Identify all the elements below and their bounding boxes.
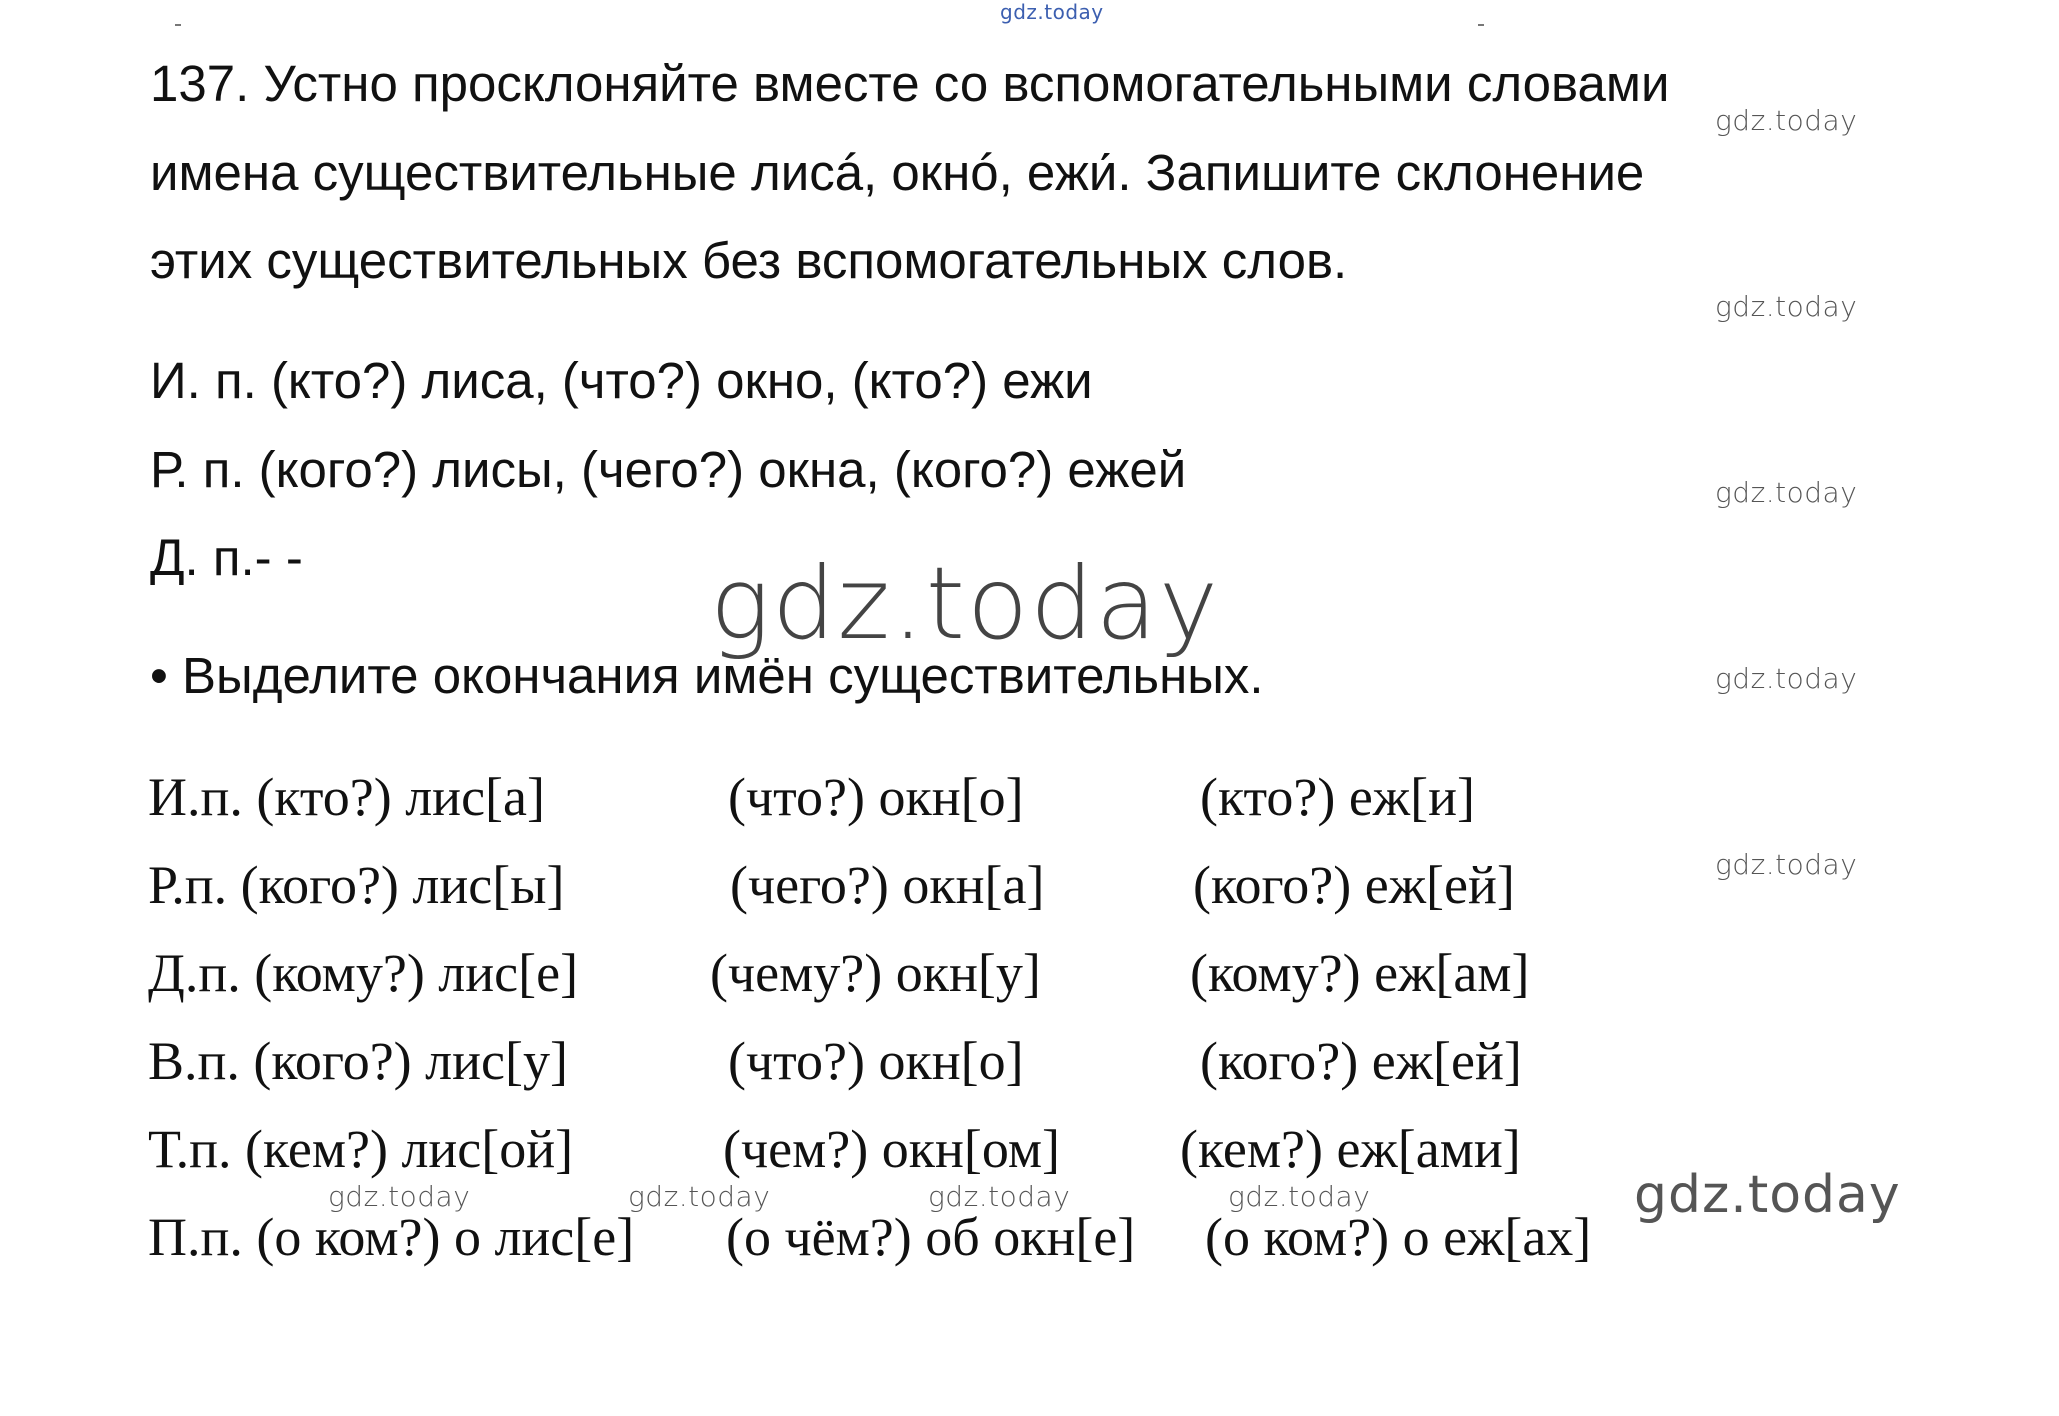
declension-cell: Р.п. (кого?) лис[ы] bbox=[148, 855, 565, 915]
declension-cell: (кем?) еж[ами] bbox=[1180, 1119, 1521, 1179]
declension-cell: (чему?) окн[у] bbox=[710, 943, 1041, 1003]
declension-cell: (о ком?) о еж[ах] bbox=[1205, 1207, 1592, 1267]
answer-line-2: Р. п. (кого?) лисы, (чего?) окна, (кого?) ежей bbox=[150, 441, 1187, 498]
task-line-1: 137. Устно просклоняйте вместе со вспомогательными словами bbox=[150, 55, 1670, 112]
watermark-bottom-3: gdz.today bbox=[928, 1180, 1071, 1213]
declension-cell: П.п. (о ком?) о лис[е] bbox=[148, 1207, 635, 1267]
declension-cell: Т.п. (кем?) лис[ой] bbox=[148, 1119, 574, 1179]
watermark-center-large: gdz.today bbox=[710, 545, 1221, 662]
watermark-bottom-1: gdz.today bbox=[328, 1180, 471, 1213]
declension-cell: (чего?) окн[а] bbox=[730, 855, 1045, 915]
declension-cell: (кого?) еж[ей] bbox=[1193, 855, 1515, 915]
declension-cell: Д.п. (кому?) лис[е] bbox=[148, 943, 579, 1003]
watermark-bottom-4: gdz.today bbox=[1228, 1180, 1371, 1213]
task-line-3: этих существительных без вспомогательных слов. bbox=[150, 232, 1348, 289]
declension-cell: (кого?) еж[ей] bbox=[1200, 1031, 1522, 1091]
declension-cell: (кто?) еж[и] bbox=[1200, 767, 1475, 827]
watermark-top: gdz.today bbox=[1000, 0, 1104, 24]
declension-cell: (о чём?) об окн[е] bbox=[726, 1207, 1136, 1267]
task-line-2: имена существительные лисá, окнó, ежи́. Запишите склонение bbox=[150, 144, 1645, 201]
watermark-bottom-2: gdz.today bbox=[628, 1180, 771, 1213]
watermark-right-4: gdz.today bbox=[1715, 662, 1858, 695]
declension-cell: (что?) окн[о] bbox=[728, 1031, 1024, 1091]
declension-cell: И.п. (кто?) лис[а] bbox=[148, 767, 545, 827]
declension-cell: (кому?) еж[ам] bbox=[1190, 943, 1530, 1003]
declension-cell: (чем?) окн[ом] bbox=[723, 1119, 1060, 1179]
watermark-right-2: gdz.today bbox=[1715, 290, 1858, 323]
page-mark-left bbox=[175, 24, 181, 26]
answer-line-1: И. п. (кто?) лиса, (что?) окно, (кто?) ежи bbox=[150, 352, 1093, 409]
watermark-right-1: gdz.today bbox=[1715, 104, 1858, 137]
subtask-instruction: • Выделите окончания имён существительных. bbox=[150, 647, 1264, 704]
declension-cell: В.п. (кого?) лис[у] bbox=[148, 1031, 568, 1091]
answer-line-3: Д. п.- - bbox=[150, 529, 303, 586]
declension-cell: (что?) окн[о] bbox=[728, 767, 1024, 827]
page-mark-right bbox=[1478, 24, 1484, 26]
watermark-right-3: gdz.today bbox=[1715, 476, 1858, 509]
watermark-bottom-right: gdz.today bbox=[1634, 1165, 1901, 1225]
watermark-right-5: gdz.today bbox=[1715, 848, 1858, 881]
